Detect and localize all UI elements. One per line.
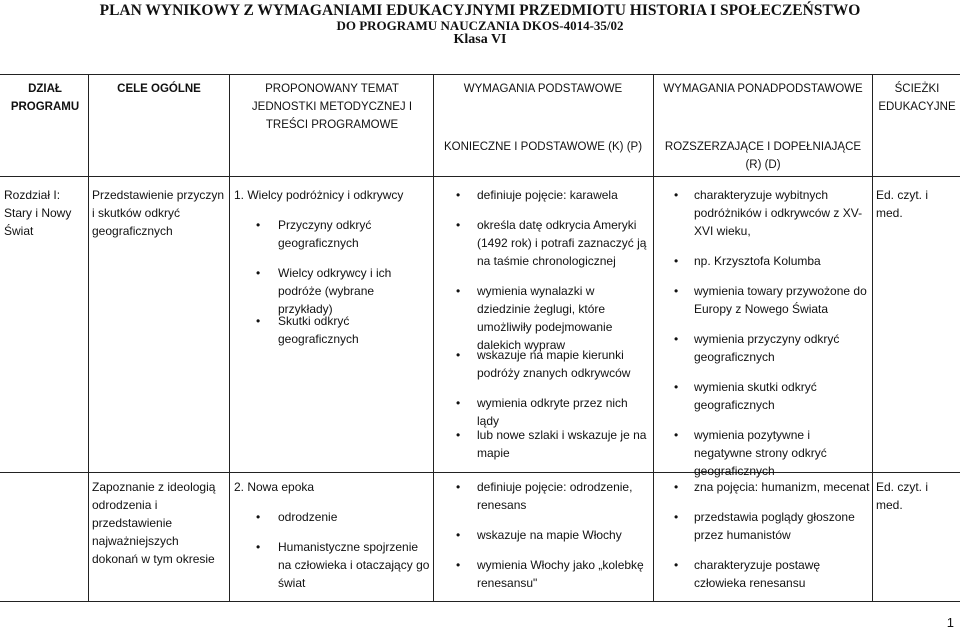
- row1-temat-item: Wielcy odkrywcy i ich podróże (wybrane przykłady): [278, 266, 392, 316]
- bullet-icon: •: [456, 428, 461, 442]
- header-rozszerz: ROZSZERZAJĄCE I DOPEŁNIAJĄCE (R) (D): [664, 141, 862, 171]
- col-line-1: [88, 74, 89, 601]
- header-ponad: WYMAGANIA PONADPODSTAWOWE: [663, 83, 863, 95]
- row2-podst-item: definiuje pojęcie: odrodzenie, renesans: [477, 480, 633, 512]
- row1-ponad-item: wymienia skutki odkryć geograficznych: [694, 380, 817, 412]
- row1-ponad-item: wymienia towary przywożone do Europy z Nowego Świata: [694, 284, 867, 316]
- row1-podst-item: lub nowe szlaki i wskazuje je na mapie: [477, 428, 647, 460]
- col-line-5: [872, 74, 873, 601]
- bullet-icon: •: [456, 480, 461, 494]
- row1-podst-item: wymienia wynalazki w dziedzinie żeglugi, które umożliwiły podejmowanie dalekich wypraw: [477, 284, 613, 352]
- bullet-icon: •: [674, 188, 679, 202]
- row2-temat-title: 2. Nowa epoka: [234, 480, 315, 494]
- col-line-4: [653, 74, 654, 601]
- bullet-icon: •: [674, 428, 679, 442]
- table-border-top: [0, 74, 960, 75]
- bullet-icon: •: [256, 266, 261, 280]
- row1-sciezki: Ed. czyt. i med.: [876, 188, 929, 220]
- header-temat: PROPONOWANY TEMAT JEDNOSTKI METODYCZNEJ I TREŚCI PROGRAMOWE: [251, 83, 413, 131]
- row2-ponad-item: zna pojęcia: humanizm, mecenat: [694, 480, 870, 494]
- bullet-icon: •: [456, 558, 461, 572]
- row2-podst-item: wskazuje na mapie Włochy: [477, 528, 622, 542]
- bullet-icon: •: [456, 218, 461, 232]
- table-border-bottom: [0, 601, 960, 602]
- bullet-icon: •: [256, 510, 261, 524]
- row1-podst-item: definiuje pojęcie: karawela: [477, 188, 618, 202]
- row2-ponad-item: charakteryzuje postawę człowieka renesansu: [694, 558, 821, 590]
- header-konieczne: KONIECZNE I PODSTAWOWE (K) (P): [443, 141, 643, 153]
- row2-ponad-item: przedstawia poglądy głoszone przez humanistów: [694, 510, 855, 542]
- bullet-icon: •: [674, 284, 679, 298]
- bullet-icon: •: [256, 540, 261, 554]
- col-line-3: [433, 74, 434, 601]
- row1-podst-item: określa datę odkrycia Ameryki (1492 rok) i potrafi zaznaczyć ją na taśmie chronologicznej: [477, 218, 647, 268]
- bullet-icon: •: [674, 380, 679, 394]
- row2-podst-item: wymienia Włochy jako „kolebkę renesansu": [477, 558, 644, 590]
- header-sciezki: ŚCIEŻKI EDUKACYJNE: [878, 83, 956, 113]
- bullet-icon: •: [456, 528, 461, 542]
- title-line-3: Klasa VI: [453, 32, 507, 47]
- title-line-1: PLAN WYNIKOWY Z WYMAGANIAMI EDUKACYJNYMI PRZEDMIOTU HISTORIA I SPOŁECZEŃSTWO: [99, 2, 861, 19]
- row2-cele: Zapoznanie z ideologią odrodzenia i przedstawienie najważniejszych dokonań w tym okresie: [92, 480, 216, 566]
- row1-temat-item: Skutki odkryć geograficznych: [278, 314, 359, 346]
- header-dzial: DZIAŁ PROGRAMU: [10, 83, 80, 113]
- header-divider: [0, 176, 960, 177]
- row1-temat-title: 1. Wielcy podróżnicy i odkrywcy: [234, 188, 404, 202]
- row1-temat-item: Przyczyny odkryć geograficznych: [278, 218, 372, 250]
- row1-ponad-item: np. Krzysztofa Kolumba: [694, 254, 821, 268]
- row1-cele: Przedstawienie przyczyn i skutków odkryć geograficznych: [92, 188, 225, 238]
- row1-podst-item: wskazuje na mapie kierunki podróży znanych odkrywców: [477, 348, 631, 380]
- page-number: 1: [946, 615, 954, 630]
- row2-sciezki: Ed. czyt. i med.: [876, 480, 929, 512]
- bullet-icon: •: [456, 348, 461, 362]
- header-cele: CELE OGÓLNE: [117, 83, 201, 95]
- row2-temat-item: Humanistyczne spojrzenie na człowieka i otaczający go świat: [278, 540, 430, 590]
- bullet-icon: •: [674, 558, 679, 572]
- header-podst: WYMAGANIA PODSTAWOWE: [463, 83, 623, 95]
- bullet-icon: •: [456, 396, 461, 410]
- col-line-2: [229, 74, 230, 601]
- bullet-icon: •: [674, 480, 679, 494]
- bullet-icon: •: [456, 284, 461, 298]
- row1-ponad-item: wymienia pozytywne i negatywne strony odkryć geograficznych: [694, 428, 827, 478]
- bullet-icon: •: [674, 332, 679, 346]
- row2-temat-item: odrodzenie: [278, 510, 338, 524]
- row1-ponad-item: charakteryzuje wybitnych podróżników i odkrywców z XV-XVI wieku,: [694, 188, 863, 238]
- row1-podst-item: wymienia odkryte przez nich lądy: [477, 396, 628, 428]
- bullet-icon: •: [456, 188, 461, 202]
- row1-ponad-item: wymienia przyczyny odkryć geograficznych: [694, 332, 840, 364]
- bullet-icon: •: [674, 254, 679, 268]
- bullet-icon: •: [256, 218, 261, 232]
- bullet-icon: •: [674, 510, 679, 524]
- bullet-icon: •: [256, 314, 261, 328]
- row1-dzial: Rozdział I: Stary i Nowy Świat: [4, 188, 72, 238]
- title-line-2: DO PROGRAMU NAUCZANIA DKOS-4014-35/02: [336, 18, 624, 33]
